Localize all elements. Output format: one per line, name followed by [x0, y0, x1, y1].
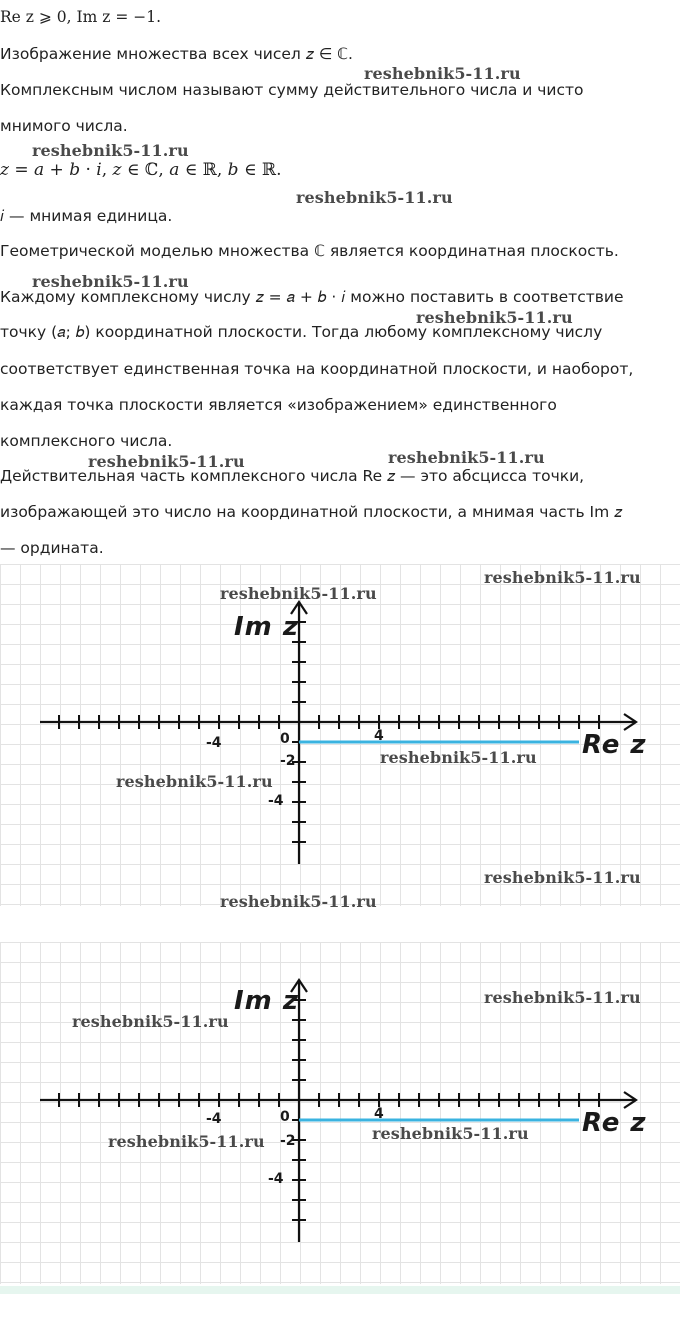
origin-label: 0: [280, 1109, 290, 1125]
watermark: reshebnik5-11.ru: [416, 308, 573, 327]
watermark: reshebnik5-11.ru: [72, 1012, 229, 1031]
watermark: reshebnik5-11.ru: [380, 748, 537, 767]
watermark: reshebnik5-11.ru: [484, 988, 641, 1007]
formula-line: 𝑧 = 𝑎 + 𝑏 · 𝑖, 𝑧 ∈ ℂ, 𝑎 ∈ ℝ, 𝑏 ∈ ℝ.: [0, 160, 282, 180]
text-line-13: изображающей это число на координатной плоскости, а мнимая часть Im 𝑧: [0, 503, 623, 521]
im-axis-label: Im z: [234, 986, 299, 1016]
x-tick-label: -4: [206, 735, 222, 751]
y-tick-label: -4: [268, 793, 284, 809]
text-line-2: Комплексным числом называют сумму действительного числа и чисто: [0, 81, 584, 99]
complex-plane-graph-1: [0, 564, 680, 911]
watermark: reshebnik5-11.ru: [116, 772, 273, 791]
text-line-6: Геометрической моделью множества ℂ является координатная плоскость.: [0, 242, 619, 260]
watermark: reshebnik5-11.ru: [484, 568, 641, 587]
text-line-3: мнимого числа.: [0, 117, 128, 135]
bottom-strip: [0, 1286, 680, 1294]
text-line-7: Каждому комплексному числу 𝑧 = 𝑎 + 𝑏 · 𝑖 можно поставить в соответствие: [0, 288, 624, 306]
y-tick-label: -2: [280, 1133, 296, 1149]
watermark: reshebnik5-11.ru: [484, 868, 641, 887]
text-line-12: Действительная часть комплексного числа Re 𝑧 — это абсцисса точки,: [0, 467, 585, 485]
text-line-8: точку (𝑎; 𝑏) координатной плоскости. Тогда любому комплексному числу: [0, 323, 603, 341]
x-tick-label: -4: [206, 1111, 222, 1127]
axes: [40, 602, 636, 864]
text-line-9: соответствует единственная точка на координатной плоскости, и наоборот,: [0, 360, 634, 378]
x-tick-label: 4: [374, 728, 384, 744]
watermark: reshebnik5-11.ru: [388, 448, 545, 467]
re-axis-label: Re z: [582, 1108, 647, 1138]
text-line-1: Изображение множества всех чисел 𝑧 ∈ ℂ.: [0, 45, 353, 63]
text-line-14: — ордината.: [0, 539, 104, 557]
watermark: reshebnik5-11.ru: [220, 584, 377, 603]
x-tick-label: 4: [374, 1106, 384, 1122]
watermark: reshebnik5-11.ru: [364, 64, 521, 83]
watermark: reshebnik5-11.ru: [372, 1124, 529, 1143]
condition-line: Re z ⩾ 0, Im z = −1.: [0, 8, 162, 26]
text-line-11: комплексного числа.: [0, 432, 173, 450]
re-axis-label: Re z: [582, 730, 647, 760]
watermark: reshebnik5-11.ru: [32, 141, 189, 160]
complex-plane-graph-2: [0, 942, 680, 1284]
y-tick-label: -2: [280, 753, 296, 769]
y-tick-label: -4: [268, 1171, 284, 1187]
text-line-10: каждая точка плоскости является «изображением» единственного: [0, 396, 557, 414]
im-axis-label: Im z: [234, 612, 299, 642]
text-line-5: 𝑖 — мнимая единица.: [0, 207, 173, 225]
watermark: reshebnik5-11.ru: [88, 452, 245, 471]
axes-svg: [0, 564, 680, 906]
watermark: reshebnik5-11.ru: [296, 188, 453, 207]
watermark: reshebnik5-11.ru: [32, 272, 189, 291]
watermark: reshebnik5-11.ru: [108, 1132, 265, 1151]
watermark: reshebnik5-11.ru: [220, 892, 377, 911]
origin-label: 0: [280, 731, 290, 747]
